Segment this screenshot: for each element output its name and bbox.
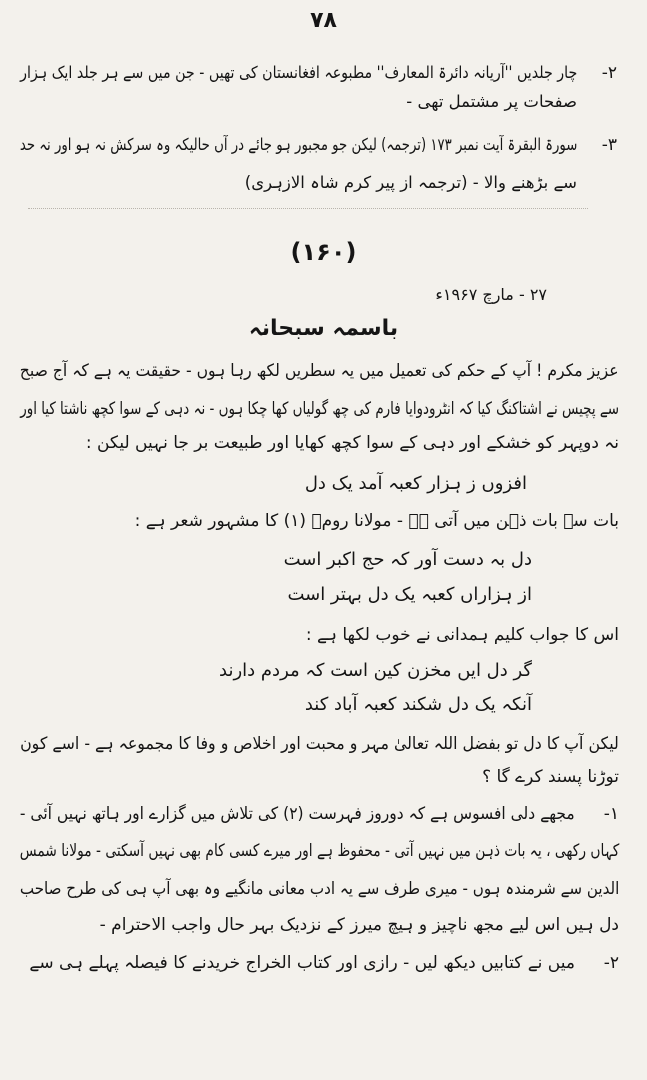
body-line: عزیز مکرم ! آپ کے حکم کی تعمیل میں یہ سطریں لکھ رہا ہوں - حقیقت یہ ہے کہ آج صبح <box>20 361 619 381</box>
body-line: توڑنا پسند کرے گا ؟ <box>482 767 619 787</box>
verse-line: آنکہ یک دل شکند کعبہ آباد کند <box>304 694 532 715</box>
body-line: کہاں رکھی ، یہ بات ذہن میں نہیں آتی - محفوظ ہے اور میرے کسی کام بھی نہیں آسکتی - مولانا شمس <box>19 841 619 861</box>
verse-line: دل بہ دست آور کہ حج اکبر است <box>283 549 532 570</box>
body-line: دل ہیں اس لیے مجھ ناچیز و ہیچ میرز کے نزدیک بہر حال واجب الاحترام - <box>99 915 619 935</box>
body-line: میں نے کتابیں دیکھ لیں - رازی اور کتاب الخراج خریدنے کا فیصلہ پہلے ہی سے <box>29 953 575 973</box>
letter-number: (۱۶۰) <box>290 238 357 266</box>
divider <box>28 208 588 209</box>
body-line: سے پچیس نے اشتاکنگ کیا کہ انٹرودوایا فارم کی چھ گولیاں کھا چکا ہوں - نہ دہی کے سوا کچھ ناشتا کیا اور <box>20 399 619 419</box>
point-marker: ۱- <box>603 804 619 824</box>
letter-heading: باسمہ سبحانہ <box>248 316 399 341</box>
body-line: بات سے بات ذہن میں آتی ہے - مولانا رومؒ (۱) کا مشہور شعر ہے : <box>134 511 619 531</box>
footnote-line: چار جلدیں ''آریانہ دائرۃ المعارف'' مطبوعہ افغانستان کی تھیں - جن میں سے ہر جلد ایک ہزار <box>19 63 577 82</box>
footnote-marker: ۲- <box>601 63 617 83</box>
body-line: مجھے دلی افسوس ہے کہ دوروز فہرست (۲) کی تلاش میں گزارے اور ہاتھ نہیں آئی - <box>20 804 575 824</box>
footnote-line: صفحات پر مشتمل تھی - <box>406 92 577 111</box>
verse-line: از ہزاراں کعبہ یک دل بہتر است <box>287 584 532 605</box>
letter-date: ۲۷ - مارچ ۱۹۶۷ء <box>435 285 547 304</box>
point-marker: ۲- <box>603 953 619 973</box>
body-line: لیکن آپ کا دل تو بفضل اللہ تعالیٰ مہر و محبت اور اخلاص و وفا کا مجموعہ ہے - اسے کون <box>20 734 619 754</box>
body-line: نہ دوپہر کو خشکے اور دہی کے سوا کچھ کھایا اور طبیعت بر جا نہیں لیکن : <box>85 433 619 453</box>
verse-line: افزوں ز ہزار کعبہ آمد یک دل <box>304 473 527 494</box>
verse-line: گر دل ایں مخزن کین است کہ مردم دارند <box>219 660 532 681</box>
body-line: اس کا جواب کلیم ہمدانی نے خوب لکھا ہے : <box>305 625 619 645</box>
footnote-line: سے بڑھنے والا - (ترجمہ از پیر کرم شاہ الازہری) <box>244 173 577 192</box>
page-number: ۷۸ <box>310 8 337 33</box>
footnote-line: سورۃ البقرۃ آیت نمبر ۱۷۳ (ترجمہ) لیکن جو مجبور ہو جائے در آں حالیکہ وہ سرکش نہ ہو اور نہ حد <box>19 135 577 154</box>
footnote-marker: ۳- <box>601 135 617 155</box>
body-line: الدین سے شرمندہ ہوں - میری طرف سے یہ ادب معانی مانگیے وہ بھی آپ ہی کی طرح صاحب <box>19 879 619 899</box>
